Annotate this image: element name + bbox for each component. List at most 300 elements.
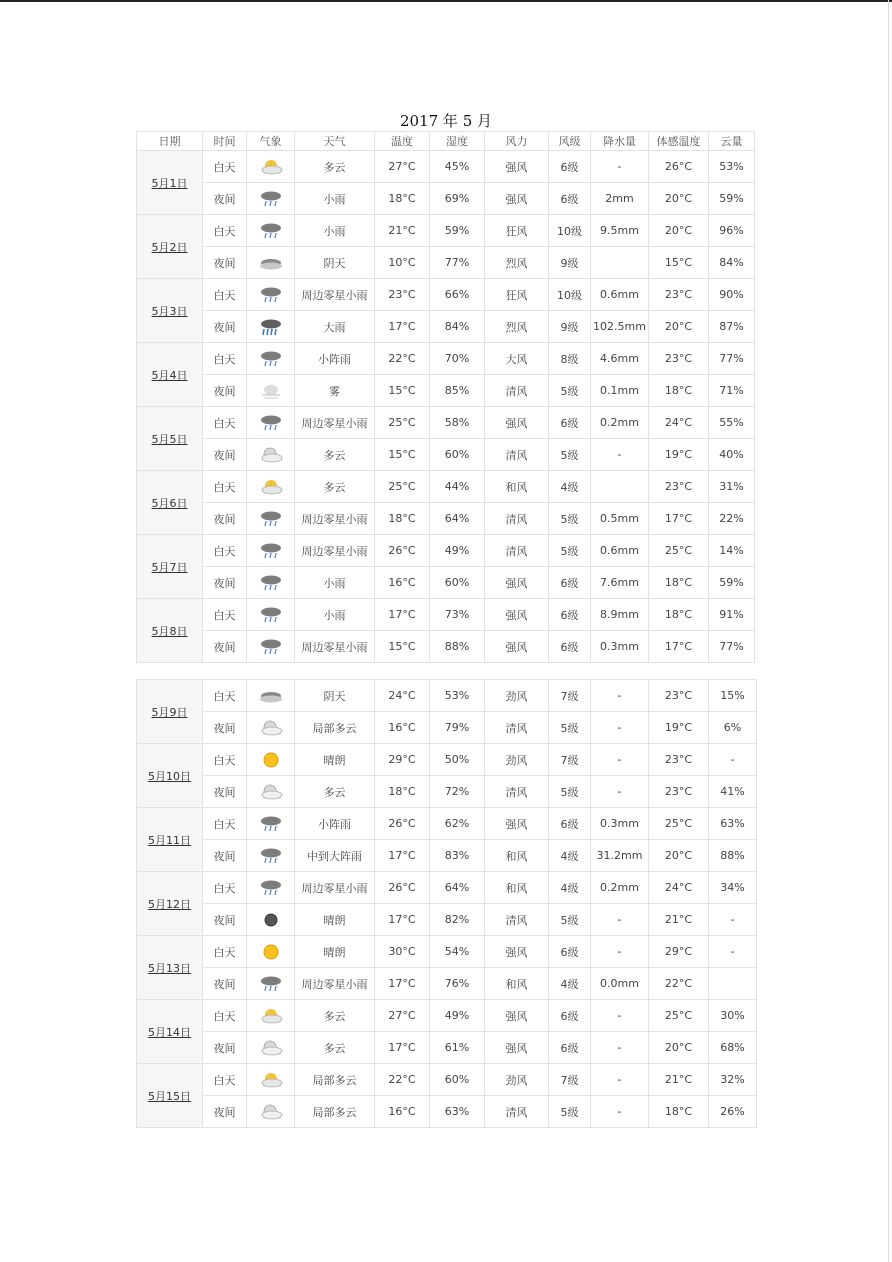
wind-level-cell: 6级 xyxy=(549,183,591,215)
icon-cell xyxy=(247,1096,295,1128)
feels-cell: 23°C xyxy=(649,343,709,375)
humidity-cell: 83% xyxy=(430,840,485,872)
cloud-cell: 71% xyxy=(709,375,755,407)
wind-cell: 和风 xyxy=(485,471,549,503)
partly-cloudy-day-icon xyxy=(259,1009,283,1022)
table-row xyxy=(137,439,755,471)
icon-cell xyxy=(247,712,295,744)
time-cell: 白天 xyxy=(203,744,247,776)
wind-level-cell: 7级 xyxy=(549,1064,591,1096)
rain-icon xyxy=(259,881,283,894)
precip-cell: 0.3mm xyxy=(591,808,649,840)
time-cell: 夜间 xyxy=(203,712,247,744)
humidity-cell: 49% xyxy=(430,1000,485,1032)
wind-level-cell: 5级 xyxy=(549,535,591,567)
wind-level-cell: 6级 xyxy=(549,1000,591,1032)
partly-cloudy-night-icon xyxy=(259,1041,283,1054)
wind-cell: 强风 xyxy=(485,407,549,439)
humidity-cell: 70% xyxy=(430,343,485,375)
cloud-cell: 55% xyxy=(709,407,755,439)
overcast-icon xyxy=(259,256,283,269)
weather-cell: 多云 xyxy=(295,776,375,808)
humidity-cell: 53% xyxy=(430,680,485,712)
precip-cell: - xyxy=(591,904,649,936)
humidity-cell: 69% xyxy=(430,183,485,215)
icon-cell xyxy=(247,744,295,776)
icon-cell xyxy=(247,567,295,599)
temp-cell: 18°C xyxy=(375,503,430,535)
time-cell: 夜间 xyxy=(203,1096,247,1128)
feels-cell: 21°C xyxy=(649,1064,709,1096)
humidity-cell: 77% xyxy=(430,247,485,279)
feels-cell: 15°C xyxy=(649,247,709,279)
temp-cell: 17°C xyxy=(375,904,430,936)
overcast-icon xyxy=(259,689,283,702)
humidity-cell: 50% xyxy=(430,744,485,776)
header-wind: 风力 xyxy=(485,132,549,151)
table-row xyxy=(137,1064,757,1096)
temp-cell: 16°C xyxy=(375,567,430,599)
header-humidity: 湿度 xyxy=(430,132,485,151)
wind-level-cell: 7级 xyxy=(549,680,591,712)
table-row xyxy=(137,471,755,503)
wind-level-cell: 6级 xyxy=(549,936,591,968)
wind-cell: 清风 xyxy=(485,904,549,936)
icon-cell xyxy=(247,776,295,808)
wind-cell: 劲风 xyxy=(485,680,549,712)
feels-cell: 17°C xyxy=(649,631,709,663)
date-link[interactable]: 5月15日 xyxy=(137,1064,203,1128)
rain-icon xyxy=(259,576,283,589)
precip-cell: - xyxy=(591,744,649,776)
table-row xyxy=(137,904,757,936)
precip-cell: - xyxy=(591,712,649,744)
time-cell: 白天 xyxy=(203,1000,247,1032)
weather-cell: 小雨 xyxy=(295,215,375,247)
temp-cell: 15°C xyxy=(375,631,430,663)
feels-cell: 19°C xyxy=(649,712,709,744)
wind-cell: 清风 xyxy=(485,712,549,744)
date-link[interactable]: 5月8日 xyxy=(137,599,203,663)
wind-cell: 清风 xyxy=(485,535,549,567)
temp-cell: 16°C xyxy=(375,712,430,744)
time-cell: 白天 xyxy=(203,407,247,439)
wind-cell: 劲风 xyxy=(485,1064,549,1096)
humidity-cell: 60% xyxy=(430,1064,485,1096)
rain-icon xyxy=(259,512,283,525)
cloud-cell: 77% xyxy=(709,343,755,375)
wind-cell: 强风 xyxy=(485,936,549,968)
wind-cell: 清风 xyxy=(485,503,549,535)
temp-cell: 25°C xyxy=(375,407,430,439)
precip-cell: 0.1mm xyxy=(591,375,649,407)
precip-cell: - xyxy=(591,936,649,968)
precip-cell: 0.2mm xyxy=(591,872,649,904)
wind-level-cell: 4级 xyxy=(549,471,591,503)
weather-cell: 周边零星小雨 xyxy=(295,503,375,535)
temp-cell: 26°C xyxy=(375,535,430,567)
weather-cell: 阴天 xyxy=(295,680,375,712)
date-link[interactable]: 5月14日 xyxy=(137,1000,203,1064)
wind-cell: 大风 xyxy=(485,343,549,375)
humidity-cell: 58% xyxy=(430,407,485,439)
temp-cell: 18°C xyxy=(375,776,430,808)
humidity-cell: 76% xyxy=(430,968,485,1000)
time-cell: 白天 xyxy=(203,1064,247,1096)
feels-cell: 25°C xyxy=(649,1000,709,1032)
precip-cell: 0.6mm xyxy=(591,535,649,567)
weather-cell: 多云 xyxy=(295,471,375,503)
temp-cell: 17°C xyxy=(375,840,430,872)
cloud-cell: 88% xyxy=(709,840,757,872)
icon-cell xyxy=(247,1032,295,1064)
time-cell: 夜间 xyxy=(203,439,247,471)
feels-cell: 25°C xyxy=(649,535,709,567)
icon-cell xyxy=(247,936,295,968)
weather-cell: 小阵雨 xyxy=(295,808,375,840)
humidity-cell: 72% xyxy=(430,776,485,808)
icon-cell xyxy=(247,375,295,407)
partly-cloudy-night-icon xyxy=(259,721,283,734)
time-cell: 白天 xyxy=(203,599,247,631)
feels-cell: 29°C xyxy=(649,936,709,968)
cloud-cell: 30% xyxy=(709,1000,757,1032)
rain-icon xyxy=(259,224,283,237)
precip-cell: 0.6mm xyxy=(591,279,649,311)
time-cell: 夜间 xyxy=(203,631,247,663)
heavy-rain-icon xyxy=(259,320,283,333)
weather-cell: 周边零星小雨 xyxy=(295,535,375,567)
wind-cell: 清风 xyxy=(485,1096,549,1128)
time-cell: 白天 xyxy=(203,151,247,183)
cloud-cell: 41% xyxy=(709,776,757,808)
header-weather: 天气 xyxy=(295,132,375,151)
precip-cell: 0.2mm xyxy=(591,407,649,439)
feels-cell: 23°C xyxy=(649,776,709,808)
partly-cloudy-day-icon xyxy=(259,480,283,493)
time-cell: 夜间 xyxy=(203,840,247,872)
wind-level-cell: 6级 xyxy=(549,151,591,183)
cloud-cell: 22% xyxy=(709,503,755,535)
humidity-cell: 44% xyxy=(430,471,485,503)
date-link[interactable]: 5月6日 xyxy=(137,471,203,535)
table-row xyxy=(137,776,757,808)
humidity-cell: 64% xyxy=(430,503,485,535)
table-row xyxy=(137,279,755,311)
cloud-cell: 59% xyxy=(709,567,755,599)
wind-cell: 强风 xyxy=(485,1000,549,1032)
temp-cell: 17°C xyxy=(375,1032,430,1064)
feels-cell: 19°C xyxy=(649,439,709,471)
weather-cell: 周边零星小雨 xyxy=(295,872,375,904)
time-cell: 白天 xyxy=(203,535,247,567)
weather-cell: 雾 xyxy=(295,375,375,407)
table-row xyxy=(137,183,755,215)
icon-cell xyxy=(247,1064,295,1096)
cloud-cell: 68% xyxy=(709,1032,757,1064)
humidity-cell: 61% xyxy=(430,1032,485,1064)
wind-level-cell: 5级 xyxy=(549,375,591,407)
weather-table-part2 xyxy=(136,679,757,1128)
time-cell: 夜间 xyxy=(203,311,247,343)
cloud-cell: 15% xyxy=(709,680,757,712)
feels-cell: 18°C xyxy=(649,1096,709,1128)
humidity-cell: 49% xyxy=(430,535,485,567)
precip-cell: 9.5mm xyxy=(591,215,649,247)
partly-cloudy-night-icon xyxy=(259,1105,283,1118)
cloud-cell: 87% xyxy=(709,311,755,343)
icon-cell xyxy=(247,680,295,712)
feels-cell: 25°C xyxy=(649,808,709,840)
page-title: 2017 年 5 月 xyxy=(399,112,493,130)
temp-cell: 18°C xyxy=(375,183,430,215)
wind-level-cell: 8级 xyxy=(549,343,591,375)
time-cell: 夜间 xyxy=(203,1032,247,1064)
feels-cell: 20°C xyxy=(649,215,709,247)
precip-cell: - xyxy=(591,1032,649,1064)
clear-night-icon xyxy=(259,913,283,926)
wind-cell: 强风 xyxy=(485,183,549,215)
weather-cell: 周边零星小雨 xyxy=(295,407,375,439)
time-cell: 白天 xyxy=(203,936,247,968)
time-cell: 白天 xyxy=(203,343,247,375)
wind-cell: 清风 xyxy=(485,776,549,808)
wind-cell: 劲风 xyxy=(485,744,549,776)
feels-cell: 20°C xyxy=(649,1032,709,1064)
temp-cell: 17°C xyxy=(375,599,430,631)
partly-cloudy-day-icon xyxy=(259,160,283,173)
header-date: 日期 xyxy=(137,132,203,151)
header-icon: 气象 xyxy=(247,132,295,151)
icon-cell xyxy=(247,503,295,535)
weather-cell: 局部多云 xyxy=(295,1064,375,1096)
icon-cell xyxy=(247,343,295,375)
weather-cell: 晴朗 xyxy=(295,936,375,968)
wind-level-cell: 6级 xyxy=(549,567,591,599)
header-wind-level: 风级 xyxy=(549,132,591,151)
weather-cell: 小雨 xyxy=(295,183,375,215)
wind-cell: 烈风 xyxy=(485,247,549,279)
time-cell: 白天 xyxy=(203,680,247,712)
cloud-cell: 31% xyxy=(709,471,755,503)
header-time: 时间 xyxy=(203,132,247,151)
wind-level-cell: 6级 xyxy=(549,599,591,631)
date-link[interactable]: 5月5日 xyxy=(137,407,203,471)
wind-level-cell: 5级 xyxy=(549,904,591,936)
precip-cell: 2mm xyxy=(591,183,649,215)
date-link[interactable]: 5月11日 xyxy=(137,808,203,872)
weather-cell: 周边零星小雨 xyxy=(295,631,375,663)
cloud-cell xyxy=(709,968,757,1000)
date-link[interactable]: 5月4日 xyxy=(137,343,203,407)
cloud-cell: 14% xyxy=(709,535,755,567)
precip-cell: - xyxy=(591,1096,649,1128)
cloud-cell: 40% xyxy=(709,439,755,471)
icon-cell xyxy=(247,808,295,840)
humidity-cell: 62% xyxy=(430,808,485,840)
precip-cell: - xyxy=(591,776,649,808)
date-link[interactable]: 5月12日 xyxy=(137,872,203,936)
wind-level-cell: 4级 xyxy=(549,840,591,872)
precip-cell: 102.5mm xyxy=(591,311,649,343)
weather-cell: 晴朗 xyxy=(295,904,375,936)
temp-cell: 23°C xyxy=(375,279,430,311)
precip-cell: - xyxy=(591,1064,649,1096)
table-row xyxy=(137,215,755,247)
date-link[interactable]: 5月2日 xyxy=(137,215,203,279)
temp-cell: 10°C xyxy=(375,247,430,279)
table-row xyxy=(137,840,757,872)
wind-cell: 强风 xyxy=(485,1032,549,1064)
weather-cell: 小阵雨 xyxy=(295,343,375,375)
temp-cell: 26°C xyxy=(375,872,430,904)
table-row xyxy=(137,503,755,535)
humidity-cell: 84% xyxy=(430,311,485,343)
icon-cell xyxy=(247,968,295,1000)
temp-cell: 26°C xyxy=(375,808,430,840)
partly-cloudy-night-icon xyxy=(259,448,283,461)
precip-cell: 7.6mm xyxy=(591,567,649,599)
feels-cell: 26°C xyxy=(649,151,709,183)
table-row xyxy=(137,535,755,567)
time-cell: 夜间 xyxy=(203,904,247,936)
humidity-cell: 82% xyxy=(430,904,485,936)
wind-level-cell: 6级 xyxy=(549,808,591,840)
weather-cell: 周边零星小雨 xyxy=(295,968,375,1000)
table-row xyxy=(137,311,755,343)
top-border xyxy=(0,0,892,2)
wind-level-cell: 5级 xyxy=(549,712,591,744)
cloud-cell: 34% xyxy=(709,872,757,904)
feels-cell: 20°C xyxy=(649,183,709,215)
feels-cell: 23°C xyxy=(649,744,709,776)
feels-cell: 24°C xyxy=(649,407,709,439)
date-link[interactable]: 5月1日 xyxy=(137,151,203,215)
wind-level-cell: 5级 xyxy=(549,503,591,535)
precip-cell: - xyxy=(591,680,649,712)
wind-level-cell: 9级 xyxy=(549,247,591,279)
wind-level-cell: 10级 xyxy=(549,279,591,311)
humidity-cell: 79% xyxy=(430,712,485,744)
weather-table-part1 xyxy=(136,131,755,663)
date-link[interactable]: 5月10日 xyxy=(137,744,203,808)
time-cell: 夜间 xyxy=(203,968,247,1000)
cloud-cell: 26% xyxy=(709,1096,757,1128)
date-link[interactable]: 5月13日 xyxy=(137,936,203,1000)
table-row xyxy=(137,407,755,439)
weather-cell: 多云 xyxy=(295,151,375,183)
icon-cell xyxy=(247,183,295,215)
cloud-cell: 91% xyxy=(709,599,755,631)
wind-level-cell: 4级 xyxy=(549,872,591,904)
wind-cell: 和风 xyxy=(485,872,549,904)
precip-cell: 31.2mm xyxy=(591,840,649,872)
table-row xyxy=(137,680,757,712)
time-cell: 白天 xyxy=(203,215,247,247)
temp-cell: 15°C xyxy=(375,375,430,407)
humidity-cell: 85% xyxy=(430,375,485,407)
humidity-cell: 45% xyxy=(430,151,485,183)
header-precip: 降水量 xyxy=(591,132,649,151)
rain-icon xyxy=(259,849,283,862)
date-link[interactable]: 5月3日 xyxy=(137,279,203,343)
time-cell: 夜间 xyxy=(203,776,247,808)
feels-cell: 24°C xyxy=(649,872,709,904)
time-cell: 夜间 xyxy=(203,375,247,407)
rain-icon xyxy=(259,817,283,830)
icon-cell xyxy=(247,535,295,567)
rain-icon xyxy=(259,977,283,990)
right-border xyxy=(888,0,889,1262)
weather-cell: 中到大阵雨 xyxy=(295,840,375,872)
humidity-cell: 66% xyxy=(430,279,485,311)
date-link[interactable]: 5月9日 xyxy=(137,680,203,744)
time-cell: 白天 xyxy=(203,279,247,311)
cloud-cell: 84% xyxy=(709,247,755,279)
feels-cell: 23°C xyxy=(649,279,709,311)
humidity-cell: 60% xyxy=(430,567,485,599)
cloud-cell: - xyxy=(709,904,757,936)
table-row xyxy=(137,343,755,375)
table-row xyxy=(137,936,757,968)
weather-cell: 局部多云 xyxy=(295,712,375,744)
temp-cell: 17°C xyxy=(375,968,430,1000)
temp-cell: 25°C xyxy=(375,471,430,503)
temp-cell: 17°C xyxy=(375,311,430,343)
temp-cell: 29°C xyxy=(375,744,430,776)
feels-cell: 23°C xyxy=(649,471,709,503)
cloud-cell: 53% xyxy=(709,151,755,183)
table-row xyxy=(137,808,757,840)
precip-cell: - xyxy=(591,1000,649,1032)
icon-cell xyxy=(247,872,295,904)
precip-cell: - xyxy=(591,439,649,471)
temp-cell: 16°C xyxy=(375,1096,430,1128)
humidity-cell: 54% xyxy=(430,936,485,968)
wind-cell: 和风 xyxy=(485,840,549,872)
rain-icon xyxy=(259,416,283,429)
cloud-cell: 77% xyxy=(709,631,755,663)
date-link[interactable]: 5月7日 xyxy=(137,535,203,599)
rain-icon xyxy=(259,640,283,653)
temp-cell: 27°C xyxy=(375,151,430,183)
humidity-cell: 59% xyxy=(430,215,485,247)
temp-cell: 22°C xyxy=(375,343,430,375)
rain-icon xyxy=(259,352,283,365)
wind-cell: 强风 xyxy=(485,808,549,840)
weather-cell: 周边零星小雨 xyxy=(295,279,375,311)
rain-icon xyxy=(259,192,283,205)
weather-cell: 小雨 xyxy=(295,567,375,599)
weather-cell: 多云 xyxy=(295,1032,375,1064)
icon-cell xyxy=(247,215,295,247)
weather-cell: 局部多云 xyxy=(295,1096,375,1128)
cloud-cell: 90% xyxy=(709,279,755,311)
feels-cell: 22°C xyxy=(649,968,709,1000)
temp-cell: 22°C xyxy=(375,1064,430,1096)
sunny-icon xyxy=(259,945,283,958)
precip-cell: 4.6mm xyxy=(591,343,649,375)
wind-cell: 清风 xyxy=(485,439,549,471)
feels-cell: 20°C xyxy=(649,840,709,872)
icon-cell xyxy=(247,439,295,471)
icon-cell xyxy=(247,1000,295,1032)
temp-cell: 21°C xyxy=(375,215,430,247)
time-cell: 夜间 xyxy=(203,567,247,599)
precip-cell: 0.3mm xyxy=(591,631,649,663)
table-row xyxy=(137,599,755,631)
table-row xyxy=(137,968,757,1000)
